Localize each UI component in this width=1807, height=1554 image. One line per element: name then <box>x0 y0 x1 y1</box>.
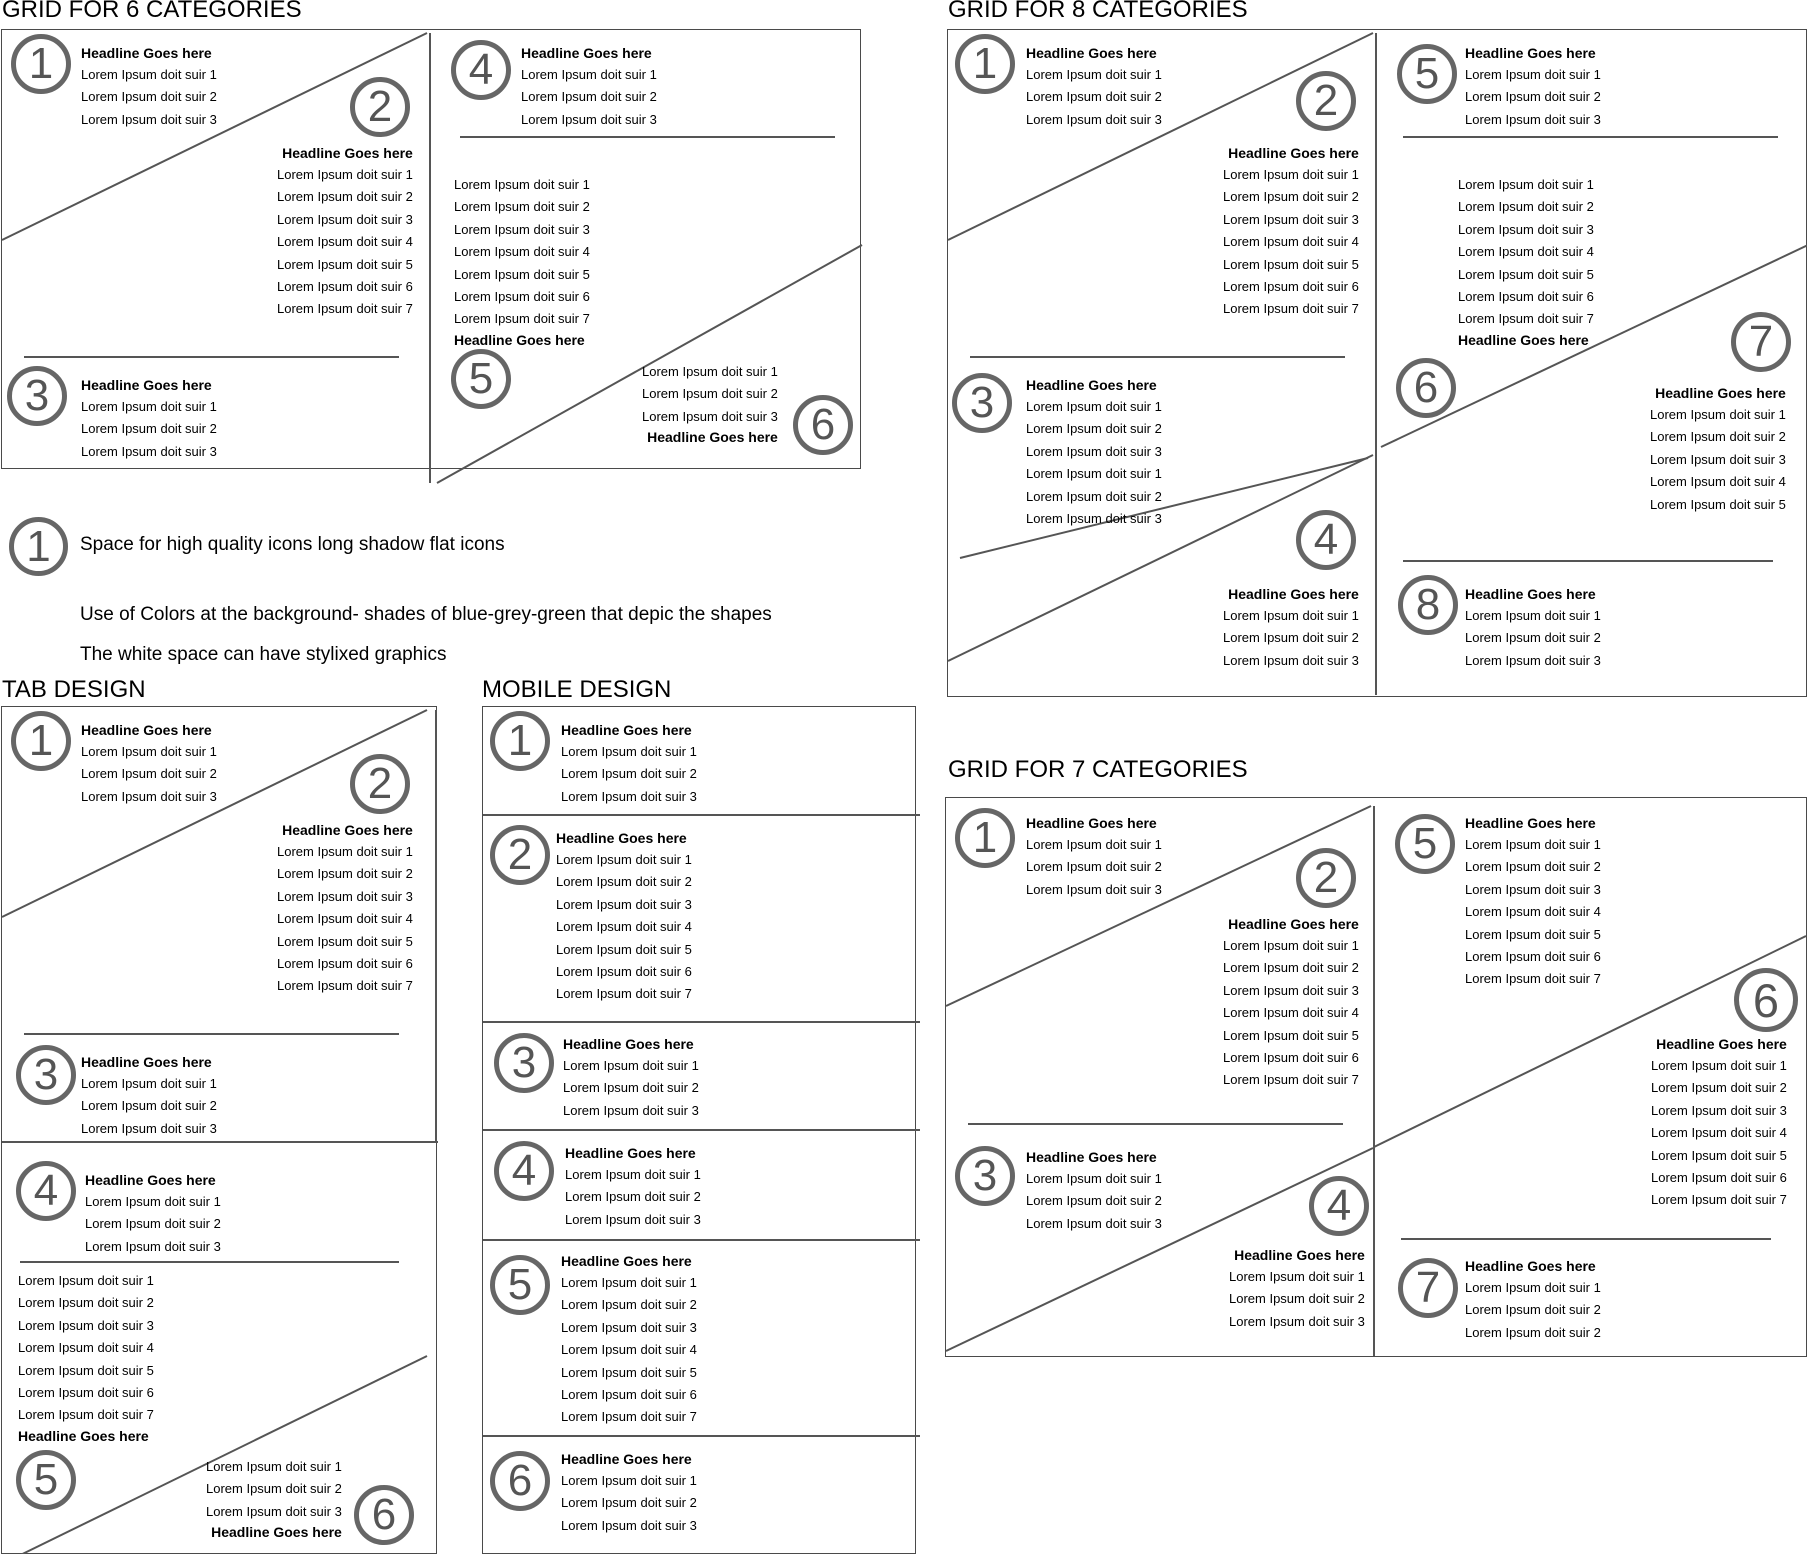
category-list-item: Lorem Ipsum doit suir 3 <box>85 1238 221 1254</box>
category-number-icon: 1 <box>490 711 550 771</box>
category-list-item: Lorem Ipsum doit suir 6 <box>556 964 692 980</box>
category-list-item: Lorem Ipsum doit suir 3 <box>561 1319 697 1335</box>
category-list-item: Lorem Ipsum doit suir 1 <box>1229 1269 1365 1284</box>
category-block <box>277 144 413 321</box>
category-block <box>81 721 217 808</box>
category-list-item: Lorem Ipsum doit suir 3 <box>1458 221 1594 237</box>
category-number-icon: 3 <box>16 1045 76 1105</box>
category-headline: Headline Goes here <box>81 45 212 61</box>
title-tab-design: TAB DESIGN <box>2 676 146 703</box>
category-list-item: Lorem Ipsum doit suir 3 <box>18 1317 154 1333</box>
category-list-item: Lorem Ipsum doit suir 7 <box>277 301 413 317</box>
category-number-icon: 5 <box>490 1255 550 1315</box>
category-list-item: Lorem Ipsum doit suir 3 <box>1026 111 1162 127</box>
category-number-icon: 6 <box>1734 968 1798 1032</box>
category-list-item: Lorem Ipsum doit suir 3 <box>565 1211 701 1227</box>
category-list-item: Lorem Ipsum doit suir 2 <box>81 89 217 105</box>
category-list-item: Lorem Ipsum doit suir 3 <box>1223 982 1359 998</box>
category-list-item: Lorem Ipsum doit suir 5 <box>1465 926 1601 942</box>
category-number-icon: 4 <box>494 1141 554 1201</box>
category-list-item: Lorem Ipsum doit suir 4 <box>561 1342 697 1358</box>
note-white-space: The white space can have stylixed graphics <box>80 644 447 665</box>
title-grid-8: GRID FOR 8 CATEGORIES <box>948 0 1248 23</box>
category-list-item: Lorem Ipsum doit suir 5 <box>18 1362 154 1378</box>
category-block <box>1026 44 1162 131</box>
category-list-item: Lorem Ipsum doit suir 3 <box>1026 1215 1162 1231</box>
title-mobile-design: MOBILE DESIGN <box>482 676 672 703</box>
divider-lines <box>483 707 915 1553</box>
category-list-item: Lorem Ipsum doit suir 7 <box>18 1407 154 1423</box>
category-block <box>561 1252 697 1429</box>
category-list-item: Lorem Ipsum doit suir 1 <box>81 399 217 414</box>
category-block <box>81 1053 217 1140</box>
category-headline: Headline Goes here <box>1026 45 1157 61</box>
category-list-item: Lorem Ipsum doit suir 2 <box>1026 859 1162 875</box>
category-list-item: Lorem Ipsum doit suir 7 <box>277 978 413 994</box>
category-list-item: Lorem Ipsum doit suir 6 <box>1465 949 1601 965</box>
category-list-item: Lorem Ipsum doit suir 5 <box>556 941 692 957</box>
category-number-icon: 7 <box>1731 312 1791 372</box>
category-number-icon: 3 <box>955 1146 1015 1206</box>
category-block <box>1026 376 1162 530</box>
category-list-item: Lorem Ipsum doit suir 2 <box>521 89 657 105</box>
category-block <box>81 376 217 463</box>
category-list-item: Lorem Ipsum doit suir 4 <box>1223 234 1359 250</box>
category-list-item: Lorem Ipsum doit suir 2 <box>81 1098 217 1114</box>
tab-panel <box>1 706 437 1554</box>
category-headline: Headline Goes here <box>282 145 413 161</box>
category-list-item: Lorem Ipsum doit suir 3 <box>1465 652 1601 668</box>
category-list-item: Lorem Ipsum doit suir 2 <box>206 1481 342 1497</box>
category-list-item: Lorem Ipsum doit suir 2 <box>561 1297 697 1313</box>
category-list-item: Lorem Ipsum doit suir 1 <box>1223 608 1359 623</box>
title-grid-6: GRID FOR 6 CATEGORIES <box>2 0 302 23</box>
category-headline: Headline Goes here <box>561 1451 692 1467</box>
category-list-item: Lorem Ipsum doit suir 3 <box>81 788 217 804</box>
category-list-item: Lorem Ipsum doit suir 4 <box>1223 1005 1359 1021</box>
category-list-item: Lorem Ipsum doit suir 7 <box>1223 1072 1359 1088</box>
category-list-item: Lorem Ipsum doit suir 1 <box>1465 1280 1601 1295</box>
category-list-item: Lorem Ipsum doit suir 2 <box>561 766 697 782</box>
category-headline: Headline Goes here <box>1228 145 1359 161</box>
category-headline: Headline Goes here <box>1465 45 1596 61</box>
category-block <box>1026 1148 1162 1235</box>
category-list-item: Lorem Ipsum doit suir 3 <box>561 1517 697 1533</box>
category-list-item: Lorem Ipsum doit suir 2 <box>454 199 590 215</box>
category-list-item: Lorem Ipsum doit suir 7 <box>561 1409 697 1425</box>
category-headline: Headline Goes here <box>81 1054 212 1070</box>
category-block <box>521 44 657 131</box>
category-list-item: Lorem Ipsum doit suir 2 <box>1026 488 1162 504</box>
category-headline: Headline Goes here <box>1465 586 1596 602</box>
category-number-icon: 2 <box>1296 848 1356 908</box>
category-list-item: Lorem Ipsum doit suir 4 <box>454 244 590 260</box>
category-number-icon: 6 <box>354 1485 414 1545</box>
category-block <box>1223 144 1359 321</box>
category-number-icon: 2 <box>1296 71 1356 131</box>
category-number-icon: 1 <box>955 808 1015 868</box>
category-list-item: Lorem Ipsum doit suir 2 <box>85 1216 221 1232</box>
category-list-item: Lorem Ipsum doit suir 1 <box>563 1058 699 1073</box>
category-block <box>1651 1035 1787 1212</box>
category-headline: Headline Goes here <box>1458 331 1589 348</box>
category-block <box>556 829 692 1006</box>
category-number-icon: 4 <box>451 40 511 100</box>
category-list-item: Lorem Ipsum doit suir 3 <box>561 788 697 804</box>
category-list-item: Lorem Ipsum doit suir 7 <box>454 311 590 327</box>
category-number-icon: 3 <box>7 366 67 426</box>
category-list-item: Lorem Ipsum doit suir 2 <box>642 386 778 402</box>
category-list-item: Lorem Ipsum doit suir 1 <box>85 1194 221 1209</box>
category-block <box>1465 585 1601 672</box>
category-list-item: Lorem Ipsum doit suir 5 <box>1458 266 1594 282</box>
category-block <box>565 1144 701 1231</box>
category-headline: Headline Goes here <box>563 1036 694 1052</box>
category-list-item: Lorem Ipsum doit suir 7 <box>1458 311 1594 327</box>
category-list-item: Lorem Ipsum doit suir 2 <box>1465 859 1601 875</box>
category-list-item: Lorem Ipsum doit suir 6 <box>1651 1170 1787 1186</box>
category-list-item: Lorem Ipsum doit suir 3 <box>81 111 217 127</box>
category-list-item: Lorem Ipsum doit suir 3 <box>81 1120 217 1136</box>
category-headline: Headline Goes here <box>556 830 687 846</box>
category-list-item: Lorem Ipsum doit suir 5 <box>1650 496 1786 512</box>
title-grid-7: GRID FOR 7 CATEGORIES <box>948 756 1248 783</box>
category-number-icon: 1 <box>11 711 71 771</box>
category-list-item: Lorem Ipsum doit suir 6 <box>454 289 590 305</box>
category-list-item: Lorem Ipsum doit suir 3 <box>81 443 217 459</box>
category-list-item: Lorem Ipsum doit suir 4 <box>1651 1125 1787 1141</box>
category-number-icon: 6 <box>1396 358 1456 418</box>
category-list-item: Lorem Ipsum doit suir 2 <box>565 1189 701 1205</box>
category-list-item: Lorem Ipsum doit suir 2 <box>81 766 217 782</box>
category-list-item: Lorem Ipsum doit suir 7 <box>1651 1192 1787 1208</box>
category-list-item: Lorem Ipsum doit suir 5 <box>1651 1147 1787 1163</box>
grid-6-panel <box>1 29 861 469</box>
category-headline: Headline Goes here <box>282 822 413 838</box>
category-headline: Headline Goes here <box>1026 377 1157 393</box>
category-headline: Headline Goes here <box>1026 1149 1157 1165</box>
category-list-item: Lorem Ipsum doit suir 2 <box>1651 1080 1787 1096</box>
category-list-item: Lorem Ipsum doit suir 2 <box>1026 89 1162 105</box>
category-headline: Headline Goes here <box>1465 1258 1596 1274</box>
category-headline: Headline Goes here <box>1026 815 1157 831</box>
category-headline: Headline Goes here <box>1228 586 1359 602</box>
category-list-item: Lorem Ipsum doit suir 6 <box>1223 1050 1359 1066</box>
category-list-item: Lorem Ipsum doit suir 2 <box>1223 630 1359 646</box>
category-list-item: Lorem Ipsum doit suir 1 <box>277 844 413 859</box>
category-headline: Headline Goes here <box>561 1253 692 1269</box>
category-headline: Headline Goes here <box>211 1524 342 1541</box>
category-number-icon: 4 <box>1296 510 1356 570</box>
category-list-item: Lorem Ipsum doit suir 4 <box>1650 474 1786 490</box>
mobile-panel <box>482 706 916 1554</box>
category-headline: Headline Goes here <box>1656 1036 1787 1052</box>
category-list-item: Lorem Ipsum doit suir 2 <box>556 874 692 890</box>
category-headline: Headline Goes here <box>1655 385 1786 401</box>
legend-number-icon: 1 <box>9 517 68 576</box>
category-list-item: Lorem Ipsum doit suir 3 <box>556 896 692 912</box>
category-headline: Headline Goes here <box>454 331 585 348</box>
category-list-item: Lorem Ipsum doit suir 1 <box>206 1459 342 1474</box>
category-number-icon: 5 <box>16 1450 76 1510</box>
category-list-item: Lorem Ipsum doit suir 3 <box>1026 443 1162 459</box>
category-list-item: Lorem Ipsum doit suir 1 <box>1458 177 1594 192</box>
category-list-item: Lorem Ipsum doit suir 5 <box>1223 256 1359 272</box>
category-headline: Headline Goes here <box>1228 916 1359 932</box>
category-list-item: Lorem Ipsum doit suir 2 <box>561 1495 697 1511</box>
category-list-item: Lorem Ipsum doit suir 1 <box>565 1167 701 1182</box>
category-number-icon: 4 <box>16 1161 76 1221</box>
category-headline: Headline Goes here <box>561 722 692 738</box>
category-block <box>206 1456 342 1543</box>
category-list-item: Lorem Ipsum doit suir 4 <box>18 1340 154 1356</box>
category-block <box>1465 44 1601 131</box>
category-list-item: Lorem Ipsum doit suir 1 <box>1651 1058 1787 1073</box>
grid-7-panel <box>945 797 1807 1357</box>
category-number-icon: 2 <box>490 825 550 885</box>
category-headline: Headline Goes here <box>1465 815 1596 831</box>
category-list-item: Lorem Ipsum doit suir 1 <box>81 744 217 759</box>
category-list-item: Lorem Ipsum doit suir 2 <box>563 1080 699 1096</box>
category-list-item: Lorem Ipsum doit suir 2 <box>1229 1291 1365 1307</box>
category-number-icon: 5 <box>1395 814 1455 874</box>
category-number-icon: 6 <box>793 395 853 455</box>
category-list-item: Lorem Ipsum doit suir 5 <box>1223 1027 1359 1043</box>
category-block <box>1465 1257 1601 1344</box>
category-block <box>454 174 590 351</box>
category-block <box>81 44 217 131</box>
category-list-item: Lorem Ipsum doit suir 2 <box>1223 189 1359 205</box>
category-list-item: Lorem Ipsum doit suir 3 <box>1229 1313 1365 1329</box>
category-list-item: Lorem Ipsum doit suir 1 <box>277 167 413 182</box>
category-list-item: Lorem Ipsum doit suir 1 <box>521 67 657 82</box>
category-block <box>1223 915 1359 1092</box>
category-block <box>1650 384 1786 516</box>
category-number-icon: 5 <box>451 349 511 409</box>
category-list-item: Lorem Ipsum doit suir 2 <box>1650 429 1786 445</box>
category-list-item: Lorem Ipsum doit suir 6 <box>18 1385 154 1401</box>
category-block <box>1223 585 1359 672</box>
category-list-item: Lorem Ipsum doit suir 1 <box>642 364 778 379</box>
category-list-item: Lorem Ipsum doit suir 3 <box>454 221 590 237</box>
category-list-item: Lorem Ipsum doit suir 1 <box>1650 407 1786 422</box>
category-list-item: Lorem Ipsum doit suir 3 <box>563 1102 699 1118</box>
category-list-item: Lorem Ipsum doit suir 2 <box>1223 960 1359 976</box>
category-list-item: Lorem Ipsum doit suir 3 <box>642 408 778 424</box>
category-number-icon: 3 <box>952 373 1012 433</box>
category-list-item: Lorem Ipsum doit suir 1 <box>561 744 697 759</box>
category-list-item: Lorem Ipsum doit suir 4 <box>277 911 413 927</box>
category-list-item: Lorem Ipsum doit suir 5 <box>277 933 413 949</box>
category-list-item: Lorem Ipsum doit suir 1 <box>556 852 692 867</box>
category-headline: Headline Goes here <box>565 1145 696 1161</box>
category-list-item: Lorem Ipsum doit suir 3 <box>277 211 413 227</box>
category-list-item: Lorem Ipsum doit suir 2 <box>277 189 413 205</box>
category-block <box>1458 174 1594 351</box>
category-block <box>1026 814 1162 901</box>
category-list-item: Lorem Ipsum doit suir 3 <box>1223 652 1359 668</box>
category-list-item: Lorem Ipsum doit suir 1 <box>1465 67 1601 82</box>
grid-8-panel <box>947 29 1807 697</box>
category-block <box>561 721 697 808</box>
category-list-item: Lorem Ipsum doit suir 2 <box>1465 630 1601 646</box>
category-list-item: Lorem Ipsum doit suir 1 <box>1465 837 1601 852</box>
category-list-item: Lorem Ipsum doit suir 6 <box>277 956 413 972</box>
category-list-item: Lorem Ipsum doit suir 3 <box>206 1503 342 1519</box>
category-headline: Headline Goes here <box>521 45 652 61</box>
category-list-item: Lorem Ipsum doit suir 3 <box>521 111 657 127</box>
category-list-item: Lorem Ipsum doit suir 1 <box>1026 466 1162 482</box>
category-list-item: Lorem Ipsum doit suir 6 <box>1223 279 1359 295</box>
category-block <box>18 1270 154 1447</box>
category-list-item: Lorem Ipsum doit suir 4 <box>556 919 692 935</box>
category-block <box>85 1171 221 1258</box>
category-list-item: Lorem Ipsum doit suir 2 <box>1026 1193 1162 1209</box>
category-list-item: Lorem Ipsum doit suir 3 <box>1650 451 1786 467</box>
category-number-icon: 1 <box>955 34 1015 94</box>
category-list-item: Lorem Ipsum doit suir 7 <box>556 986 692 1002</box>
category-list-item: Lorem Ipsum doit suir 1 <box>1465 608 1601 623</box>
category-number-icon: 7 <box>1398 1258 1458 1318</box>
category-headline: Headline Goes here <box>1234 1247 1365 1263</box>
category-headline: Headline Goes here <box>18 1427 149 1444</box>
category-list-item: Lorem Ipsum doit suir 1 <box>1026 837 1162 852</box>
category-list-item: Lorem Ipsum doit suir 2 <box>1458 199 1594 215</box>
category-list-item: Lorem Ipsum doit suir 7 <box>1465 971 1601 987</box>
category-list-item: Lorem Ipsum doit suir 1 <box>1223 167 1359 182</box>
category-list-item: Lorem Ipsum doit suir 2 <box>277 866 413 882</box>
category-list-item: Lorem Ipsum doit suir 1 <box>81 1076 217 1091</box>
category-list-item: Lorem Ipsum doit suir 6 <box>277 279 413 295</box>
category-list-item: Lorem Ipsum doit suir 3 <box>1026 511 1162 527</box>
category-list-item: Lorem Ipsum doit suir 3 <box>1651 1102 1787 1118</box>
category-list-item: Lorem Ipsum doit suir 1 <box>81 67 217 82</box>
category-block <box>563 1035 699 1122</box>
category-list-item: Lorem Ipsum doit suir 3 <box>1223 211 1359 227</box>
category-headline: Headline Goes here <box>85 1172 216 1188</box>
note-icons: Space for high quality icons long shadow flat icons <box>80 534 505 555</box>
category-list-item: Lorem Ipsum doit suir 5 <box>561 1364 697 1380</box>
category-number-icon: 5 <box>1397 44 1457 104</box>
category-list-item: Lorem Ipsum doit suir 6 <box>1458 289 1594 305</box>
category-list-item: Lorem Ipsum doit suir 1 <box>1026 399 1162 414</box>
category-headline: Headline Goes here <box>81 377 212 393</box>
category-list-item: Lorem Ipsum doit suir 2 <box>18 1295 154 1311</box>
category-number-icon: 1 <box>11 34 71 94</box>
category-list-item: Lorem Ipsum doit suir 2 <box>1465 1324 1601 1340</box>
category-list-item: Lorem Ipsum doit suir 3 <box>277 888 413 904</box>
category-list-item: Lorem Ipsum doit suir 4 <box>1465 904 1601 920</box>
category-list-item: Lorem Ipsum doit suir 3 <box>1465 881 1601 897</box>
category-list-item: Lorem Ipsum doit suir 3 <box>1026 881 1162 897</box>
category-list-item: Lorem Ipsum doit suir 1 <box>1026 1171 1162 1186</box>
category-block <box>1229 1246 1365 1333</box>
category-number-icon: 2 <box>350 754 410 814</box>
category-list-item: Lorem Ipsum doit suir 4 <box>1458 244 1594 260</box>
category-list-item: Lorem Ipsum doit suir 3 <box>1465 111 1601 127</box>
category-list-item: Lorem Ipsum doit suir 5 <box>277 256 413 272</box>
category-number-icon: 2 <box>350 77 410 137</box>
category-list-item: Lorem Ipsum doit suir 4 <box>277 234 413 250</box>
category-headline: Headline Goes here <box>81 722 212 738</box>
note-colors: Use of Colors at the background- shades of blue-grey-green that depic the shapes <box>80 604 772 625</box>
category-number-icon: 8 <box>1398 575 1458 635</box>
category-list-item: Lorem Ipsum doit suir 1 <box>1026 67 1162 82</box>
category-list-item: Lorem Ipsum doit suir 7 <box>1223 301 1359 317</box>
category-number-icon: 6 <box>490 1451 550 1511</box>
category-list-item: Lorem Ipsum doit suir 1 <box>561 1473 697 1488</box>
category-list-item: Lorem Ipsum doit suir 2 <box>1026 421 1162 437</box>
category-list-item: Lorem Ipsum doit suir 6 <box>561 1387 697 1403</box>
category-list-item: Lorem Ipsum doit suir 2 <box>81 421 217 437</box>
category-block <box>1465 814 1601 991</box>
category-list-item: Lorem Ipsum doit suir 5 <box>454 266 590 282</box>
category-block <box>277 821 413 998</box>
category-number-icon: 4 <box>1309 1176 1369 1236</box>
category-list-item: Lorem Ipsum doit suir 1 <box>454 177 590 192</box>
category-number-icon: 3 <box>494 1033 554 1093</box>
category-block <box>561 1450 697 1537</box>
category-list-item: Lorem Ipsum doit suir 1 <box>18 1273 154 1288</box>
category-list-item: Lorem Ipsum doit suir 1 <box>1223 938 1359 953</box>
category-list-item: Lorem Ipsum doit suir 2 <box>1465 1302 1601 1318</box>
category-list-item: Lorem Ipsum doit suir 1 <box>561 1275 697 1290</box>
category-headline: Headline Goes here <box>647 429 778 446</box>
category-list-item: Lorem Ipsum doit suir 2 <box>1465 89 1601 105</box>
category-block <box>642 361 778 448</box>
